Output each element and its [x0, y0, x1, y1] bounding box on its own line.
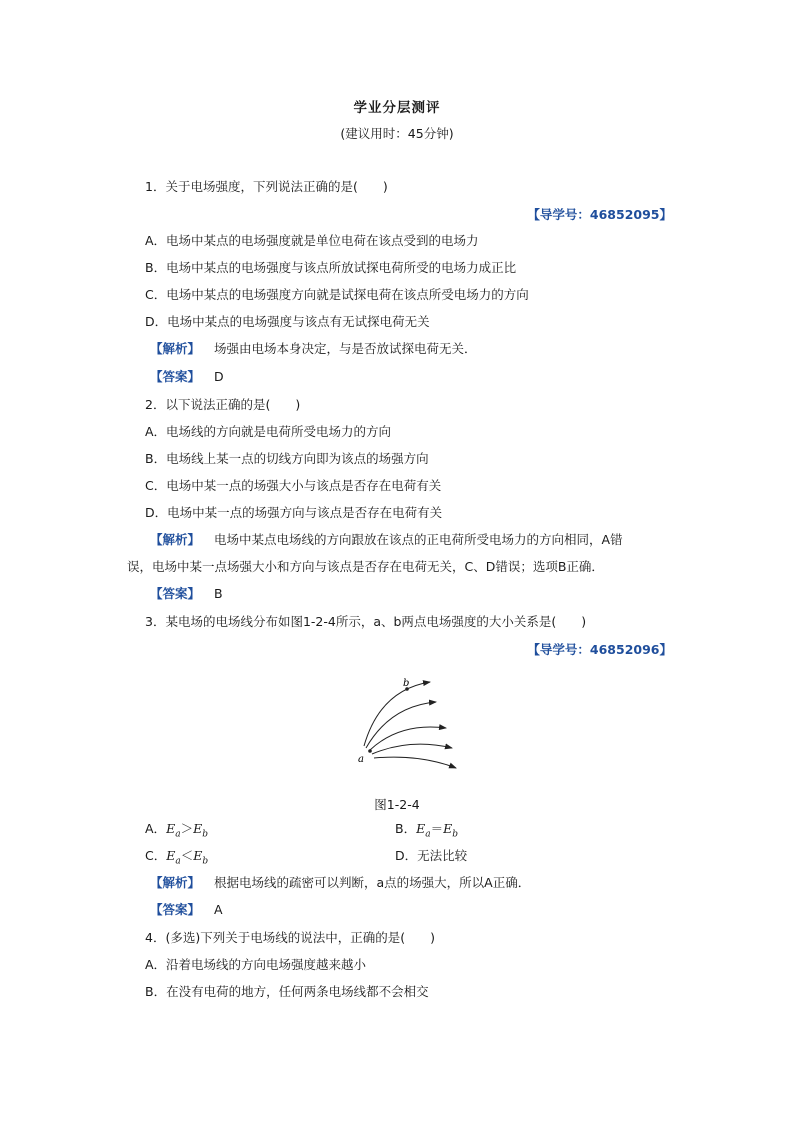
- q2-option-b: B．电场线上某一点的切线方向即为该点的场强方向: [145, 451, 429, 466]
- figure-caption: 图1-2-4: [374, 797, 420, 812]
- q2-answer: [150, 585, 223, 603]
- q3-guide-number: 【导学号：46852096】: [527, 642, 672, 657]
- field-line-5: [374, 757, 456, 768]
- q1-option-c: C．电场中某点的电场强度方向就是试探电荷在该点所受电场力的方向: [145, 287, 529, 302]
- q1-analysis: [150, 340, 477, 358]
- analysis-text: 场强由电场本身决定，与是否放试探电荷无关．: [214, 341, 477, 356]
- q2-analysis-line2: 误，电场中某一点场强大小和方向与该点是否存在电荷无关，C、D错误；选项B正确．: [127, 559, 604, 574]
- q2-analysis: [150, 531, 623, 549]
- q1-option-d: D．电场中某点的电场强度与该点有无试探电荷无关: [145, 314, 430, 329]
- q3-option-a: A．$E_a>E_b$: [145, 821, 208, 840]
- q3-option-c: C．$E_a<E_b$: [145, 848, 209, 867]
- label-b: b: [403, 678, 410, 689]
- time-suggestion: (建议用时：45分钟): [340, 126, 454, 141]
- q2-option-a: A．电场线的方向就是电荷所受电场力的方向: [145, 424, 392, 439]
- q4-option-a: A．沿着电场线的方向电场强度越来越小: [145, 957, 367, 972]
- analysis-text: 根据电场线的疏密可以判断，a点的场强大，所以A正确．: [214, 875, 531, 890]
- q3-stem: 3．某电场的电场线分布如图1-2-4所示，a、b两点电场强度的大小关系是( ): [145, 614, 587, 629]
- q4-stem: 4．(多选)下列关于电场线的说法中，正确的是( ): [145, 930, 435, 945]
- field-line-3: [370, 727, 446, 750]
- q3-answer: [150, 901, 223, 919]
- page-title: 学业分层测评: [353, 100, 441, 116]
- answer-text: A: [214, 902, 223, 917]
- q2-stem: 2．以下说法正确的是( ): [145, 397, 301, 412]
- q3-analysis: [150, 874, 530, 892]
- q1-option-a: A．电场中某点的电场强度就是单位电荷在该点受到的电场力: [145, 233, 479, 248]
- q1-stem: 1．关于电场强度，下列说法正确的是( ): [145, 179, 388, 194]
- q3-option-d: D．无法比较: [395, 848, 468, 863]
- q1-answer: [150, 368, 224, 386]
- answer-text: D: [214, 369, 224, 384]
- field-line-2: [366, 702, 436, 748]
- answer-tag: 【答案】: [150, 902, 201, 917]
- analysis-tag: 【解析】: [150, 341, 201, 356]
- analysis-text-line1: 电场中某点电场线的方向跟放在该点的正电荷所受电场力的方向相同，A错: [214, 532, 623, 547]
- electric-field-lines-figure: [350, 670, 470, 780]
- label-a: a: [358, 754, 364, 765]
- analysis-tag: 【解析】: [150, 875, 201, 890]
- point-a: [368, 749, 372, 753]
- q3-option-b: B．$E_a=E_b$: [395, 821, 458, 840]
- field-line-4: [372, 744, 452, 754]
- answer-text: B: [214, 586, 223, 601]
- q4-option-b: B．在没有电荷的地方，任何两条电场线都不会相交: [145, 984, 429, 999]
- q2-option-d: D．电场中某一点的场强方向与该点是否存在电荷有关: [145, 505, 443, 520]
- analysis-tag: 【解析】: [150, 532, 201, 547]
- answer-tag: 【答案】: [150, 586, 201, 601]
- answer-tag: 【答案】: [150, 369, 201, 384]
- q2-option-c: C．电场中某一点的场强大小与该点是否存在电荷有关: [145, 478, 442, 493]
- q1-option-b: B．电场中某点的电场强度与该点所放试探电荷所受的电场力成正比: [145, 260, 517, 275]
- q1-guide-number: 【导学号：46852095】: [527, 207, 672, 222]
